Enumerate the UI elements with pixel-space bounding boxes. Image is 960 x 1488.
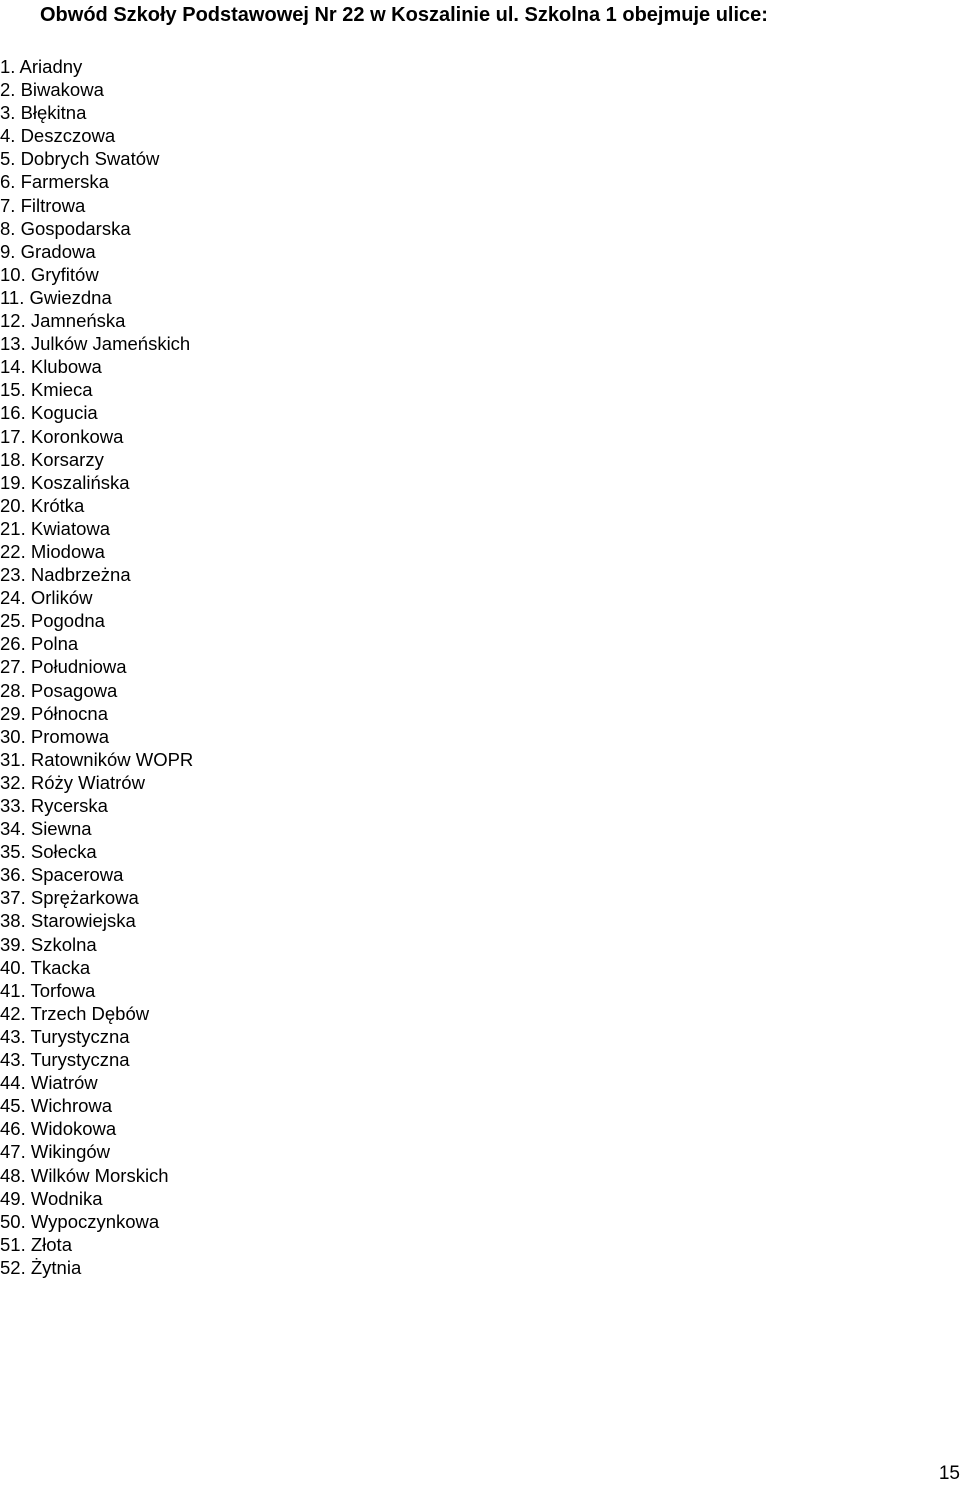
page-number: 15 <box>938 1463 960 1484</box>
street-list-item: 47. Wikingów <box>0 1141 111 1163</box>
street-list-item: 46. Widokowa <box>0 1118 117 1140</box>
street-list-item: 9. Gradowa <box>0 240 96 262</box>
street-list-item: 43. Turystyczna <box>0 1025 130 1047</box>
street-list-item: 41. Torfowa <box>0 979 96 1001</box>
street-list-item: 50. Wypoczynkowa <box>0 1210 160 1232</box>
street-list-item: 6. Farmerska <box>0 171 109 193</box>
street-list-item: 23. Nadbrzeżna <box>0 564 131 586</box>
street-list-item: 29. Północna <box>0 702 109 724</box>
street-list-item: 42. Trzech Dębów <box>0 1002 150 1024</box>
street-list-item: 24. Orlików <box>0 587 93 609</box>
street-list-item: 43. Turystyczna <box>0 1049 130 1071</box>
street-list-item: 13. Julków Jameńskich <box>0 333 191 355</box>
street-list-item: 16. Kogucia <box>0 402 98 424</box>
street-list-item: 7. Filtrowa <box>0 194 86 216</box>
street-list-item: 12. Jamneńska <box>0 310 126 332</box>
street-list-item: 35. Sołecka <box>0 841 97 863</box>
street-list-item: 3. Błękitna <box>0 102 87 124</box>
street-list-item: 44. Wiatrów <box>0 1072 98 1094</box>
street-list-item: 5. Dobrych Swatów <box>0 148 160 170</box>
street-list-item: 52. Żytnia <box>0 1256 82 1278</box>
street-list-item: 51. Złota <box>0 1233 72 1255</box>
street-list-item: 30. Promowa <box>0 725 109 747</box>
street-list-item: 26. Polna <box>0 633 79 655</box>
street-list-item: 10. Gryfitów <box>0 263 99 285</box>
street-list-item: 48. Wilków Morskich <box>0 1164 169 1186</box>
street-list-item: 38. Starowiejska <box>0 910 136 932</box>
street-list-item: 20. Krótka <box>0 494 85 516</box>
street-list-item: 19. Koszalińska <box>0 471 130 493</box>
street-list-item: 49. Wodnika <box>0 1187 103 1209</box>
street-list-item: 2. Biwakowa <box>0 79 104 101</box>
street-list-item: 11. Gwiezdna <box>0 286 112 308</box>
street-list-item: 8. Gospodarska <box>0 217 131 239</box>
street-list-item: 17. Koronkowa <box>0 425 124 447</box>
street-list-item: 40. Tkacka <box>0 956 91 978</box>
street-list-item: 28. Posagowa <box>0 679 118 701</box>
street-list-item: 37. Sprężarkowa <box>0 887 139 909</box>
street-list-item: 14. Klubowa <box>0 356 102 378</box>
street-list-item: 39. Szkolna <box>0 933 97 955</box>
street-list-item: 45. Wichrowa <box>0 1095 113 1117</box>
street-list-item: 18. Korsarzy <box>0 448 104 470</box>
street-list-item: 21. Kwiatowa <box>0 517 111 539</box>
street-list-item: 4. Deszczowa <box>0 125 116 147</box>
street-list-item: 27. Południowa <box>0 656 127 678</box>
street-list-item: 36. Spacerowa <box>0 864 124 886</box>
street-list-item: 32. Róży Wiatrów <box>0 771 145 793</box>
street-list-item: 25. Pogodna <box>0 610 105 632</box>
street-list-item: 33. Rycerska <box>0 795 108 816</box>
street-list-item: 31. Ratowników WOPR <box>0 748 194 770</box>
page-title: Obwód Szkoły Podstawowej Nr 22 w Koszalinie ul. Szkolna 1 obejmuje ulice: <box>40 4 768 26</box>
street-list-item: 22. Miodowa <box>0 540 105 562</box>
street-list-item: 34. Siewna <box>0 818 92 840</box>
street-list-item: 15. Kmieca <box>0 379 93 401</box>
street-list-item: 1. Ariadny <box>0 56 83 77</box>
street-list <box>0 55 193 1279</box>
